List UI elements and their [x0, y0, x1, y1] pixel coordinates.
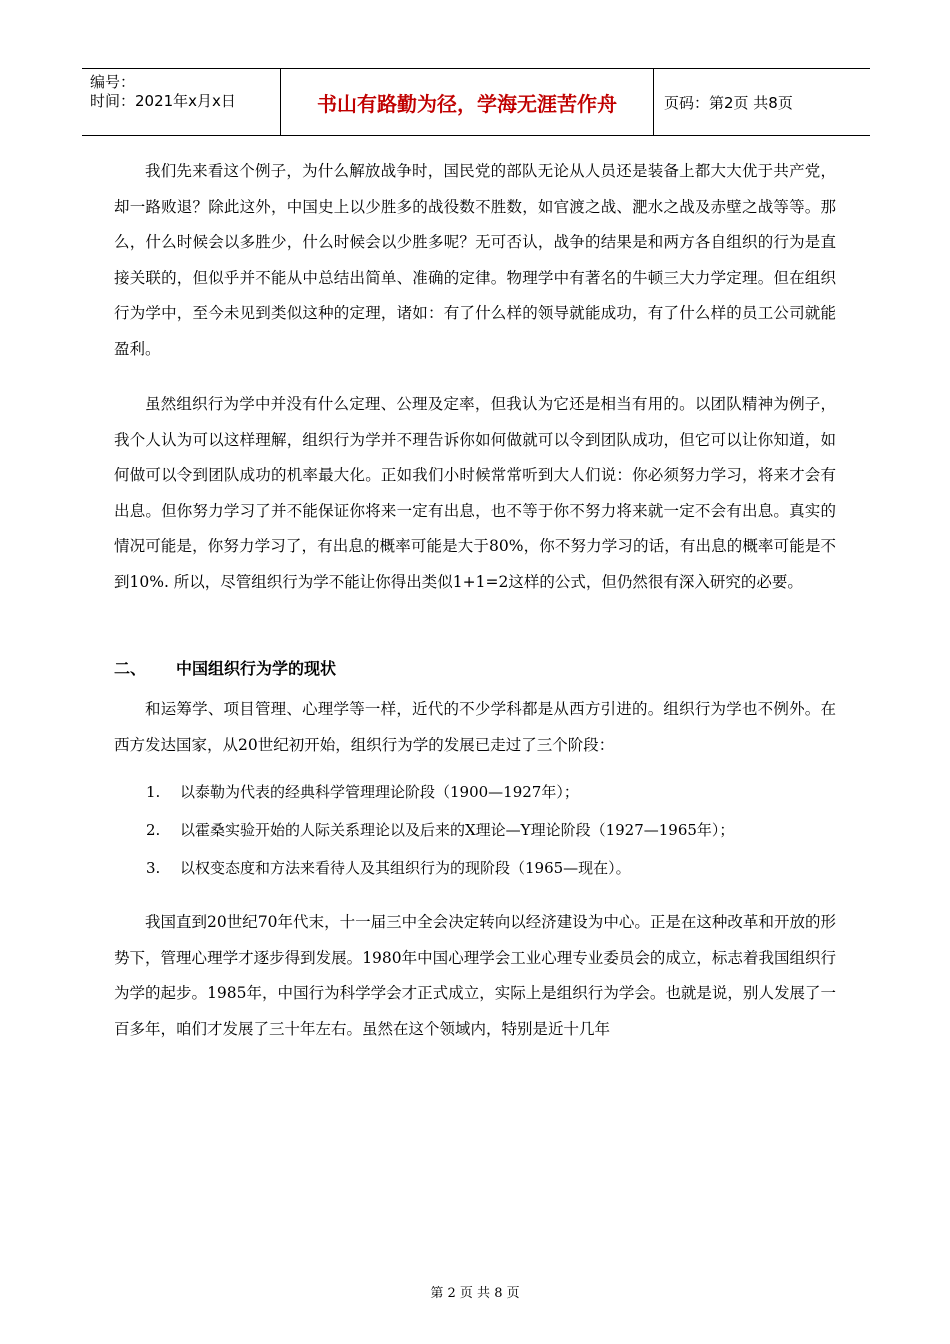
list-item-number: 2. [146, 821, 161, 839]
section-number: 二、 [114, 658, 147, 678]
list-item-text: 以泰勒为代表的经典科学管理理论阶段（1900—1927年）； [180, 783, 579, 801]
list-item [114, 811, 836, 849]
body-paragraph: 我国直到20世纪70年代末，十一届三中全会决定转向以经济建设为中心。正是在这种改革和开放的形势下，管理心理学才逐步得到发展。1980年中国心理学会工业心理专业委员会的成立，标志着我国组织行为学的起步。1985年，中国行为科学学会才正式成立，实际上是组织行为学会。也就是说，别人发展了一百多年，咱们才发展了三十年左右。虽然在这个领域内，特别是近十几年 [114, 913, 836, 1038]
stage-list [114, 773, 836, 887]
document-number-label: 编号： [90, 73, 136, 91]
list-item-number: 1. [146, 783, 161, 801]
document-time-label: 时间：2021年x月x日 [90, 92, 236, 110]
header-motto: 书山有路勤为径，学海无涯苦作舟 [281, 69, 654, 135]
section-intro-paragraph: 和运筹学、项目管理、心理学等一样，近代的不少学科都是从西方引进的。组织行为学也不例外。在西方发达国家，从20世纪初开始，组织行为学的发展已走过了三个阶段： [114, 700, 836, 754]
page-footer: 第 2 页 共 8 页 [430, 1286, 520, 1301]
body-paragraph: 虽然组织行为学中并没有什么定理、公理及定率，但我认为它还是相当有用的。以团队精神为例子，我个人认为可以这样理解，组织行为学并不理告诉你如何做就可以令到团队成功，但它可以让你知道，如何做可以令到团队成功的机率最大化。正如我们小时候常常听到大人们说：你必须努力学习，将来才会有出息。但你努力学习了并不能保证你将来一定有出息，也不等于你不努力将来就一定不会有出息。真实的情况可能是，你努力学习了，有出息的概率可能是大于80%，你不努力学习的话，有出息的概率可能是不到10%. 所以，尽管组织行为学不能让你得出类似1+1=2这样的公式，但仍然很有深入研究的必要。 [114, 395, 836, 591]
list-item [114, 773, 836, 811]
list-item [114, 849, 836, 887]
section-heading [114, 650, 836, 684]
header-meta [82, 69, 281, 135]
list-item-number: 3. [146, 859, 161, 877]
list-item-text: 以权变态度和方法来看待人及其组织行为的现阶段（1965—现在）。 [180, 859, 631, 877]
section-title: 中国组织行为学的现状 [176, 658, 337, 678]
document-body [114, 154, 836, 1047]
list-item-text: 以霍桑实验开始的人际关系理论以及后来的X理论—Y理论阶段（1927—1965年）； [180, 821, 735, 839]
body-paragraph: 我们先来看这个例子，为什么解放战争时，国民党的部队无论从人员还是装备上都大大优于共产党，却一路败退？除此这外，中国史上以少胜多的战役数不胜数，如官渡之战、淝水之战及赤壁之战等等。那么，什么时候会以多胜少，什么时候会以少胜多呢？无可否认，战争的结果是和两方各自组织的行为是直接关联的，但似乎并不能从中总结出简单、准确的定律。物理学中有著名的牛顿三大力学定理。但在组织行为学中，至今未见到类似这种的定理，诸如：有了什么样的领导就能成功，有了什么样的员工公司就能盈利。 [114, 162, 836, 358]
header-page-info: 页码：第2页 共8页 [664, 93, 793, 112]
page-header [82, 68, 870, 136]
